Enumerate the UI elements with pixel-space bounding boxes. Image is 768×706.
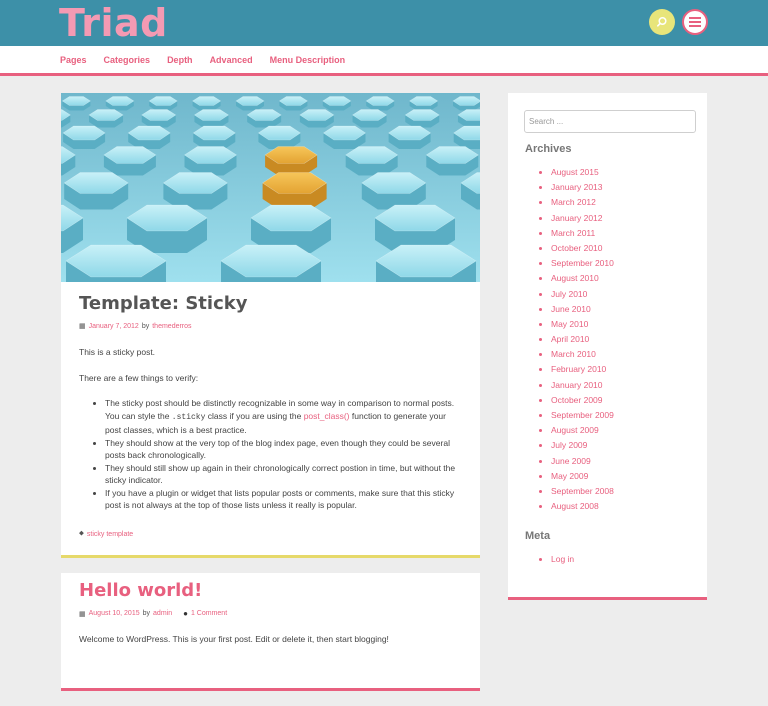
archive-link[interactable]: April 2010 xyxy=(551,334,590,345)
tag-icon: ⬥ xyxy=(79,530,84,537)
archive-link[interactable]: July 2010 xyxy=(551,288,588,299)
post-meta xyxy=(79,322,192,330)
sidebar xyxy=(508,93,707,600)
archive-link[interactable]: March 2012 xyxy=(551,197,596,208)
list-item xyxy=(551,408,614,423)
archive-link[interactable]: June 2010 xyxy=(551,303,591,314)
list-item xyxy=(551,438,614,453)
list-item xyxy=(551,302,614,317)
post-date-link[interactable]: August 10, 2015 xyxy=(88,610,140,617)
archive-link[interactable]: August 2015 xyxy=(551,167,599,177)
archive-link[interactable]: February 2010 xyxy=(551,364,607,375)
site-header xyxy=(0,0,768,46)
list-item: • The sticky post should be distinctly recognizable in some way in comparison to normal posts. You can style the .sticky class if you are using the post_class() function to generate your post classes, which is a best practice. xyxy=(105,397,463,437)
tag-link[interactable]: sticky template xyxy=(86,530,134,538)
calendar-icon: ▦ xyxy=(79,323,86,330)
list-item xyxy=(551,211,614,226)
author-link[interactable]: themederros xyxy=(152,322,192,330)
list-item xyxy=(551,287,614,302)
list-item xyxy=(551,484,614,499)
archive-link[interactable]: September 2009 xyxy=(551,410,614,420)
archives-list xyxy=(551,165,614,514)
paragraph: There are a few things to verify: xyxy=(79,372,199,383)
post-title[interactable]: Template: Sticky xyxy=(79,293,248,314)
post-date-link[interactable]: January 7, 2012 xyxy=(88,322,139,330)
list-item xyxy=(551,469,614,484)
nav-item-menu-description[interactable]: Menu Description xyxy=(269,55,346,65)
post-class-link[interactable]: post_class() xyxy=(303,410,350,421)
paragraph: Welcome to WordPress. This is your first post. Edit or delete it, then start blogging! xyxy=(79,634,389,644)
menu-toggle-button[interactable] xyxy=(682,9,708,35)
hexagon-image xyxy=(61,93,480,282)
list-item xyxy=(551,423,614,438)
archives-title: Archives xyxy=(525,143,572,155)
list-item xyxy=(551,226,614,241)
comments-link[interactable]: 1 Comment xyxy=(190,610,228,617)
list-item xyxy=(551,332,614,347)
nav-item-advanced[interactable]: Advanced xyxy=(209,55,253,65)
list-item xyxy=(551,271,614,286)
post-tags xyxy=(79,530,133,538)
list-item: • They should show at the very top of the blog index page, even though they could be several posts back chronologically. xyxy=(105,437,463,462)
post-sticky xyxy=(61,93,480,558)
nav-item-pages[interactable]: Pages xyxy=(60,55,87,65)
meta-list xyxy=(551,552,574,567)
post-meta xyxy=(79,609,227,618)
featured-image[interactable] xyxy=(61,93,480,282)
archive-link[interactable]: October 2010 xyxy=(551,242,603,253)
archive-link[interactable]: September 2010 xyxy=(551,258,614,269)
archive-link[interactable]: June 2009 xyxy=(551,455,591,466)
author-link[interactable]: admin xyxy=(153,610,173,617)
list-item xyxy=(551,454,614,469)
search-icon xyxy=(656,16,668,28)
archive-link[interactable]: August 2009 xyxy=(551,425,599,436)
list-item xyxy=(551,180,614,195)
archive-link[interactable]: May 2009 xyxy=(551,470,589,481)
archive-link[interactable]: September 2008 xyxy=(551,485,614,496)
list-item xyxy=(551,552,574,567)
site-logo[interactable]: Triad xyxy=(59,1,168,45)
code-snippet: .sticky xyxy=(171,412,206,422)
list-item: • If you have a plugin or widget that lists popular posts or comments, make sure that this sticky post is not always at the top of those lists unless it really is popular. xyxy=(105,487,463,512)
nav-item-categories[interactable]: Categories xyxy=(103,55,151,65)
post-title[interactable]: Hello world! xyxy=(79,580,203,601)
meta-link[interactable]: Log in xyxy=(551,554,575,564)
list-item xyxy=(551,317,614,332)
menu-icon xyxy=(689,17,701,19)
archive-link[interactable]: March 2010 xyxy=(551,349,596,360)
post-content xyxy=(79,633,463,659)
nav-item-depth[interactable]: Depth xyxy=(167,55,193,65)
list-item xyxy=(551,241,614,256)
main-navigation xyxy=(0,46,768,76)
calendar-icon: ▦ xyxy=(79,610,86,618)
list-item xyxy=(551,499,614,514)
search-toggle-button[interactable] xyxy=(649,9,675,35)
by-label: by xyxy=(142,610,151,617)
archive-link[interactable]: August 2008 xyxy=(551,501,599,512)
archive-link[interactable]: October 2009 xyxy=(551,394,603,405)
archive-link[interactable]: January 2010 xyxy=(551,379,603,390)
paragraph: This is a sticky post. xyxy=(79,347,156,357)
by-label: by xyxy=(141,322,150,330)
archive-link[interactable]: January 2013 xyxy=(551,182,603,193)
post-hello-world xyxy=(61,573,480,691)
comment-icon: ● xyxy=(183,609,188,618)
meta-title: Meta xyxy=(525,530,551,542)
list-item xyxy=(551,362,614,377)
list-item: • They should still show up again in their chronologically correct postion in time, but without the sticky indicator. xyxy=(105,462,463,487)
list-item xyxy=(551,378,614,393)
list-item xyxy=(551,165,614,180)
list-item xyxy=(551,393,614,408)
archive-link[interactable]: March 2011 xyxy=(551,227,596,238)
archive-link[interactable]: May 2010 xyxy=(551,318,589,329)
archive-link[interactable]: August 2010 xyxy=(551,273,599,284)
post-content xyxy=(79,346,463,512)
list-item xyxy=(551,256,614,271)
list-item xyxy=(551,347,614,362)
bullet-list xyxy=(79,397,463,512)
search-input[interactable] xyxy=(524,110,696,133)
archive-link[interactable]: January 2012 xyxy=(551,212,603,223)
list-item xyxy=(551,195,614,210)
archive-link[interactable]: July 2009 xyxy=(551,440,588,451)
